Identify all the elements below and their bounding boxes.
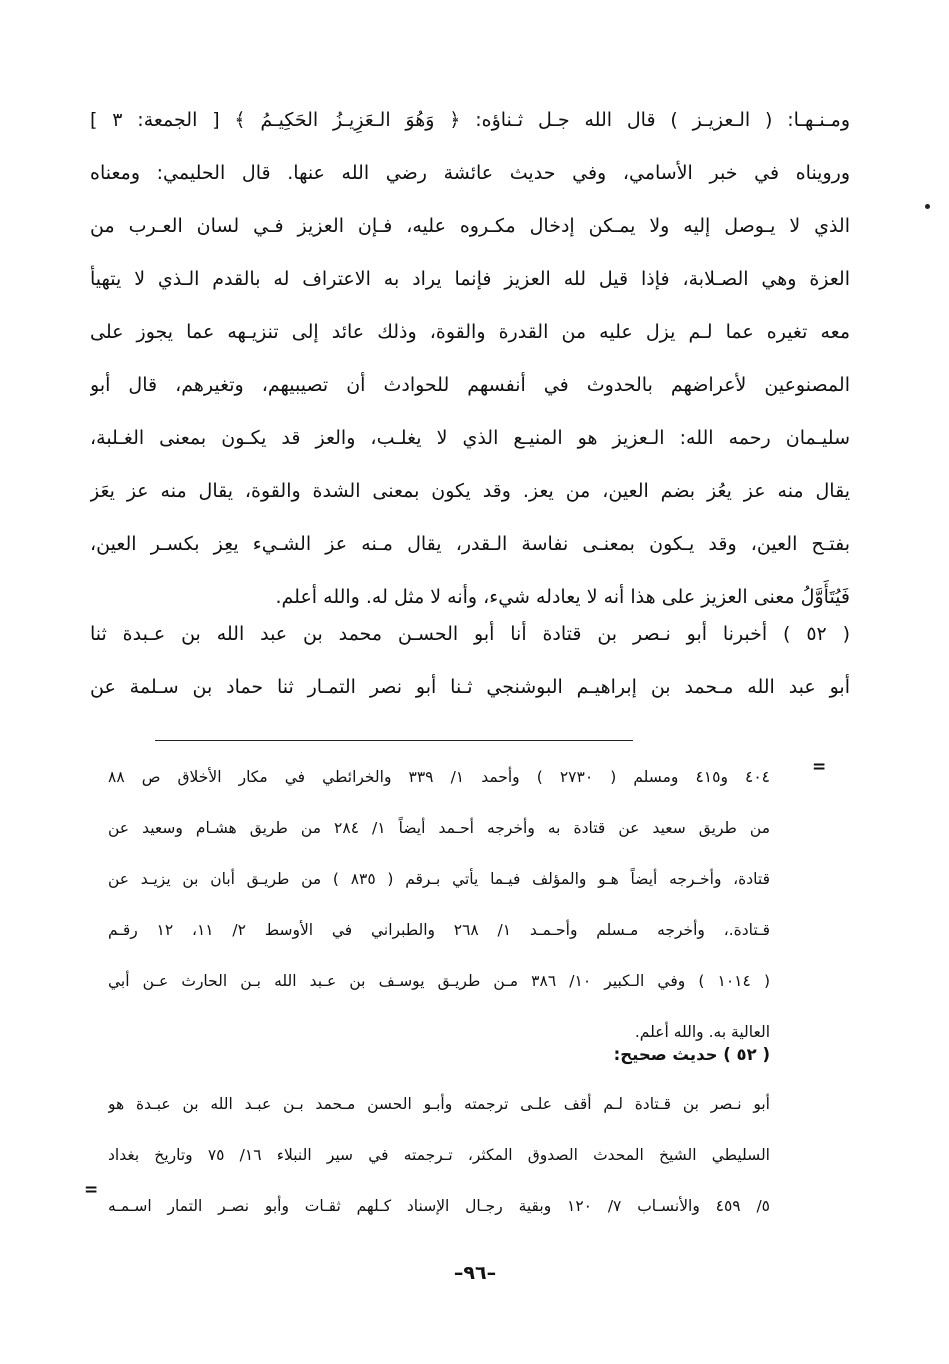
page-number: –٩٦–: [453, 1262, 497, 1284]
footnote-separator: [155, 740, 633, 741]
footnote-line: ( ١٠١٤ ) وفي الـكبير ١٠/ ٣٨٦ مـن طريـق يوسـف بن عـبد الله بـن الحارث عـن أبي: [108, 972, 770, 990]
footnote-continued: [108, 752, 770, 1058]
text-line: بفتـح العين، وقد يـكون بمعنـى نفاسة الـقدر، يقال مـنه عز الشـيء يعِز بكسـر العين،: [90, 533, 850, 555]
main-body-text: [90, 94, 850, 624]
text-line: المصنوعين لأعراضهم بالحدوث في أنفسهم للحوادث أن تصيبيهم، وتغيرهم، قال أبو: [90, 374, 850, 396]
text-line: يقال منه عز يعُز بضم العين، من يعز. وقد يكون بمعنى الشدة والقوة، يقال منه عز يعَز: [90, 480, 850, 502]
hadith-line: ( ٥٢ ) أخبرنا أبو نـصر بن قتادة أنا أبو الحسـن محمد بن عبد الله بن عـبدة ثنا: [90, 623, 850, 645]
text-line: معه تغيره عما لـم يزل عليه من القدرة والقوة، وذلك عائد إلى تنزيـهه عما يجوز على: [90, 321, 850, 343]
footnote-line: السليطي الشيخ المحدث الصدوق المكثر، تـرجمته في سير النبلاء ١٦/ ٧٥ وتاريخ بغداد: [108, 1146, 770, 1164]
margin-dot: [925, 204, 930, 209]
text-line-last: فَيُتَأَوَّلُ معنى العزيز على هذا أنه لا يعادله شيء، وأنه لا مثل له. والله أعلم.: [275, 586, 850, 608]
footnote-line: من طريق سعيد عن قتادة به وأخرجه أحـمد أيضاً ١/ ٢٨٤ من طريق هشـام وسعيد عن: [108, 819, 770, 837]
text-line: سليـمان رحمه الله: الـعزيز هو المنيـع الذي لا يغلـب، والعز قد يكـون بمعنى الغـلبة،: [90, 427, 850, 449]
footnote-end-mark: =: [84, 1180, 99, 1200]
footnote-line: قتادة، وأخـرجه أيضاً هـو والمؤلف فيـما يأتي بـرقم ( ٨٣٥ ) من طريـق أبان بن يزيـد عن: [108, 870, 770, 888]
footnote-hadith-52: [108, 1079, 770, 1232]
footnote-continuation-mark: =: [812, 757, 827, 777]
text-line: ومـنـهـا: ( الـعزيـز ) قال الله جـل ثـناؤه: ﴿ وَهُوَ الـعَزِيـزُ الحَكِيـمُ ﴾ [ الجمعة: ٣ ]: [90, 109, 850, 131]
hadith-paragraph: [90, 608, 850, 714]
footnote-line: أبو نـصر بن قـتادة لـم أقف علـى ترجمته وأبـو الحسن مـحمد بـن عبـد الله بن عبـدة هو: [108, 1095, 770, 1113]
footnote-line: ٤٠٤ و٤١٥ ومسلم ( ٢٧٣٠ ) وأحمد ١/ ٣٣٩ والخرائطي في مكار الأخلاق ص ٨٨: [108, 768, 770, 786]
footnote-line: قـتادة.، وأخرجه مـسلم وأحـمـد ١/ ٢٦٨ والطبراني في الأوسط ٢/ ١١، ١٢ رقـم: [108, 921, 770, 939]
text-line: ورويناه في خبر الأسامي، وفي حديث عائشة رضي الله عنها. قال الحليمي: ومعناه: [90, 162, 850, 184]
footnote-line-last: العالية به. والله أعلم.: [634, 1023, 770, 1041]
footnote-hadith-heading: ( ٥٢ ) حديث صحيح:: [613, 1045, 770, 1064]
text-line: العزة وهي الصـلابة، فإذا قيل لله العزيز فإنما يراد به الاعتراف له بالقدم الـذي لا يتهيأ: [90, 268, 850, 290]
footnote-line: ٥/ ٤٥٩ والأنسـاب ٧/ ١٢٠ وبقية رجـال الإسناد كـلهم ثقـات وأبو نصـر التمار اسـمـه: [108, 1197, 770, 1215]
text-line: الذي لا يـوصل إليه ولا يمـكن إدخال مكـروه عليه، فـإن العزيز فـي لسان العـرب من: [90, 215, 850, 237]
hadith-line: أبو عبد الله مـحمد بن إبراهيـم البوشنجي ثـنا أبو نصر التمـار ثنا حماد بن سـلمة عن: [90, 676, 850, 698]
